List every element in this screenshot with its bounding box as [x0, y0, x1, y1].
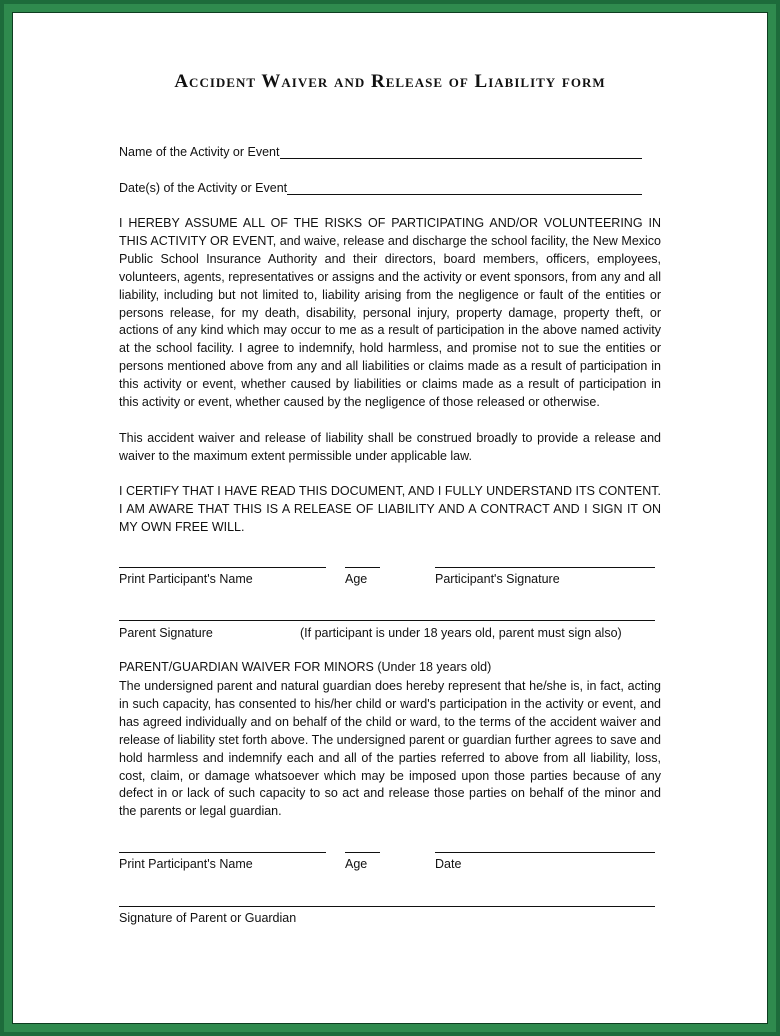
- guardian-signature-label: Signature of Parent or Guardian: [119, 911, 297, 925]
- participant-signature-label: Participant's Signature: [435, 572, 560, 586]
- participant-name-label-1: Print Participant's Name: [119, 572, 253, 586]
- age-label-2: Age: [345, 857, 368, 871]
- guardian-heading: PARENT/GUARDIAN WAIVER FOR MINORS (Under 18 years old): [119, 660, 492, 674]
- date-label: Date: [435, 857, 462, 871]
- guardian-signature-line[interactable]: [119, 906, 655, 907]
- participant-name-label-2: Print Participant's Name: [119, 857, 253, 871]
- activity-name-field[interactable]: [280, 158, 642, 159]
- age-line-1[interactable]: [345, 567, 380, 568]
- participant-name-line-1[interactable]: [119, 567, 326, 568]
- activity-date-label: Date(s) of the Activity or Event: [119, 181, 288, 195]
- parent-note: (If participant is under 18 years old, parent must sign also): [300, 626, 622, 640]
- activity-name-label: Name of the Activity or Event: [119, 145, 280, 159]
- activity-date-field[interactable]: [287, 194, 642, 195]
- guardian-paragraph: The undersigned parent and natural guardian does hereby represent that he/she is, in fact, acting in such capacity, has consented to his/her child or ward's participation in the activity or event, and has agreed individually and on behalf of the child or ward, to the terms of the accident waiver and release of liability stet forth above. The undersigned parent or guardian further agrees to save and hold harmless and indemnify each and all of the parties referred to above from all liability, loss, cost, claim, or damage whatsoever which may be imposed upon those parties because of any defect in or lack of such capacity to so act and release those parties on behalf of the minor and the parents or legal guardian.: [119, 679, 661, 819]
- parent-signature-label: Parent Signature: [119, 626, 213, 640]
- scope-paragraph: This accident waiver and release of liability shall be construed broadly to provide a release and waiver to the maximum extent permissible under applicable law.: [119, 431, 661, 463]
- participant-name-line-2[interactable]: [119, 852, 326, 853]
- age-label-1: Age: [345, 572, 368, 586]
- form-title: Accident Waiver and Release of Liability form: [174, 71, 606, 92]
- age-line-2[interactable]: [345, 852, 380, 853]
- date-line[interactable]: [435, 852, 655, 853]
- certify-paragraph: I CERTIFY THAT I HAVE READ THIS DOCUMENT, AND I FULLY UNDERSTAND ITS CONTENT. I AM AWARE THAT THIS IS A RELEASE OF LIABILITY AND A CONTRACT AND I SIGN IT ON MY OWN FREE WILL.: [119, 484, 661, 534]
- parent-signature-line[interactable]: [119, 620, 655, 621]
- release-paragraph: I HEREBY ASSUME ALL OF THE RISKS OF PARTICIPATING AND/OR VOLUNTEERING IN THIS ACTIVITY OR EVENT, and waive, release and discharge the school facility, the New Mexico Public School Insurance Authority and their directors, board members, officers, employees, volunteers, agents, representatives or assigns and the activity or event sponsors, from any and all liability, including but not limited to, liability arising from the negligence or fault of the entities or persons release, for my death, disability, personal injury, property damage, property theft, or actions of any kind which may occur to me as a result of participation in the above named activity at the school facility. I agree to indemnify, hold harmless, and promise not to sue the entities or persons mentioned above from any and all liabilities or claims made as a result of participation in this activity or event, whether caused by liabilities or claims made as a result of participation in this activity or event, whether caused by the negligence of those released or otherwise.: [119, 216, 661, 410]
- participant-signature-line[interactable]: [435, 567, 655, 568]
